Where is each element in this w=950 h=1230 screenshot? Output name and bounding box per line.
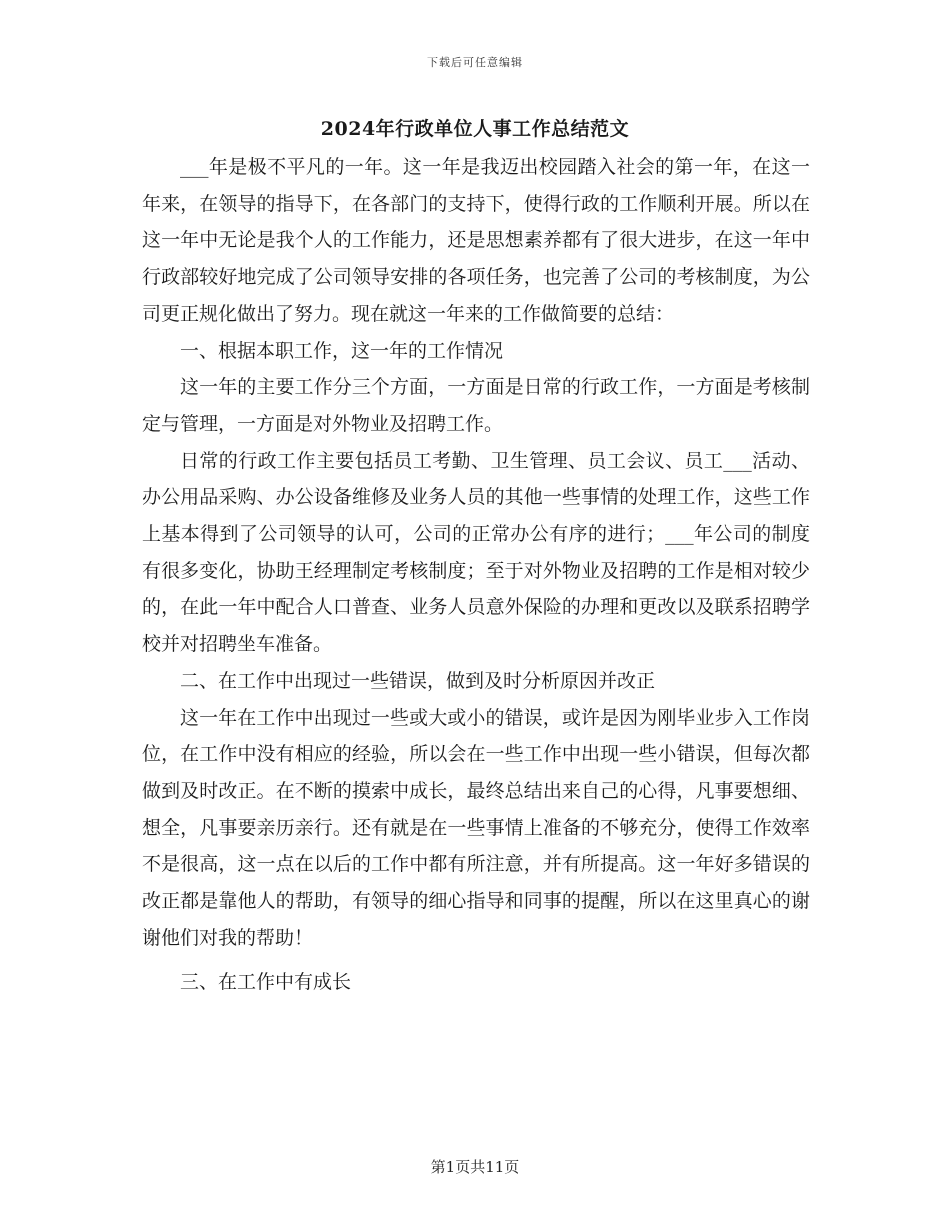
paragraph-intro: ___年是极不平凡的一年。这一年是我迈出校园踏入社会的第一年，在这一年来，在领导的指导下，在各部门的支持下，使得行政的工作顺利开展。所以在这一年中无论是我个人的工作能力，还是思想素养都有了很大进步，在这一年中行政部较好地完成了公司领导安排的各项任务，也完善了公司的考核制度，为公司更正规化做出了努力。现在就这一年来的工作做简要的总结： <box>142 156 810 325</box>
header-note: 下载后可任意编辑 <box>427 56 523 69</box>
section-heading-3: 三、在工作中有成长 <box>180 971 352 994</box>
document-title: 2024年行政单位人事工作总结范文 <box>320 118 630 140</box>
paragraph-daily-work: 日常的行政工作主要包括员工考勤、卫生管理、员工会议、员工___活动、办公用品采购、办公设备维修及业务人员的其他一些事情的处理工作，这些工作上基本得到了公司领导的认可，公司的正常办公有序的进行；___年公司的制度有很多变化，协助王经理制定考核制度；至于对外物业及招聘的工作是相对较少的，在此一年中配合人口普查、业务人员意外保险的办理和更改以及联系招聘学校并对招聘坐车准备。 <box>142 449 810 656</box>
section-heading-1: 一、根据本职工作，这一年的工作情况 <box>180 339 504 362</box>
page-number: 第1页共11页 <box>430 1158 520 1176</box>
section-heading-2: 二、在工作中出现过一些错误，做到及时分析原因并改正 <box>180 669 656 692</box>
paragraph-work-overview: 这一年的主要工作分三个方面，一方面是日常的行政工作，一方面是考核制定与管理，一方面是对外物业及招聘工作。 <box>142 376 810 435</box>
document-body <box>142 149 810 1001</box>
paragraph-mistakes: 这一年在工作中出现过一些或大或小的错误，或许是因为刚毕业步入工作岗位，在工作中没有相应的经验，所以会在一些工作中出现一些小错误，但每次都做到及时改正。在不断的摸索中成长，最终总结出来自己的心得，凡事要想细、想全，凡事要亲历亲行。还有就是在一些事情上准备的不够充分，使得工作效率不是很高，这一点在以后的工作中都有所注意，并有所提高。这一年好多错误的改正都是靠他人的帮助，有领导的细心指导和同事的提醒，所以在这里真心的谢谢他们对我的帮助！ <box>142 706 810 949</box>
